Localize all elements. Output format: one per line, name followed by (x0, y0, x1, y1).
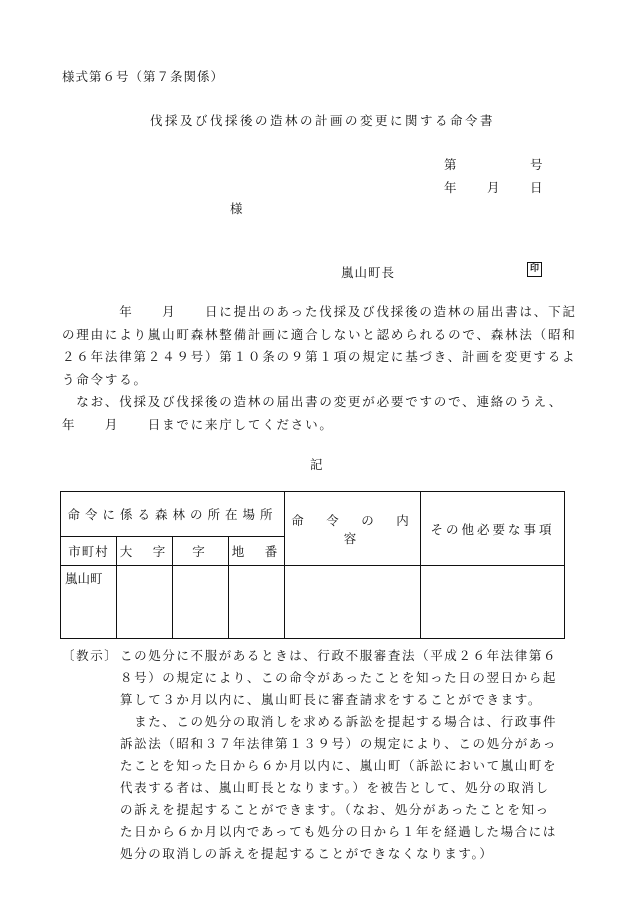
issuer-title: 嵐山町長 (341, 265, 396, 280)
date-day-label: 日 (530, 180, 543, 195)
seal-mark: 印 (527, 262, 542, 277)
cell-aza (173, 566, 229, 639)
notice-label: 〔教示〕 (62, 648, 119, 663)
header-location: 命令に係る森林の所在場所 (61, 492, 285, 537)
header-content: 命 令 の 内 容 (285, 492, 421, 566)
document-title: 伐採及び伐採後の造林の計画の変更に関する命令書 (150, 113, 496, 128)
subheader-aza: 字 (173, 537, 229, 566)
instruction-notice (62, 645, 562, 865)
form-number: 様式第６号（第７条関係） (62, 69, 225, 84)
notice-paragraph-1: この処分に不服があるときは、行政不服審査法（平成２６年法律第６８号）の規定により、この命令があったことを知った日の翌日から起算して３か月以内に、嵐山町長に審査請求をすることができます。 (120, 648, 558, 707)
ki-label: 記 (310, 457, 323, 472)
cell-other (421, 566, 565, 639)
subheader-chiban: 地 番 (229, 537, 285, 566)
date-month-label: 月 (487, 180, 500, 195)
doc-number-prefix: 第 (444, 157, 457, 172)
order-paragraph-1: 年 月 日に提出のあった伐採及び伐採後の造林の届出書は、下記の理由により嵐山町森林整備計画に適合しないと認められるので、森林法（昭和２６年法律第２４９号）第１０条の９第１項の規定に基づき、計画を変更するよう命令する。 (62, 304, 577, 387)
subheader-municipality: 市町村 (61, 537, 117, 566)
cell-municipality: 嵐山町 (61, 566, 117, 639)
doc-number-suffix: 号 (530, 157, 543, 172)
order-paragraph-2: なお、伐採及び伐採後の造林の届出書の変更が必要ですので、連絡のうえ、 年 月 日までに来庁してください。 (62, 394, 586, 432)
addressee-honorific: 様 (230, 201, 243, 216)
forest-location-table (60, 491, 565, 639)
order-body (62, 301, 586, 436)
header-other: その他必要な事項 (421, 492, 565, 566)
cell-content (285, 566, 421, 639)
subheader-oaza: 大 字 (117, 537, 173, 566)
cell-oaza (117, 566, 173, 639)
cell-chiban (229, 566, 285, 639)
date-year-label: 年 (444, 180, 457, 195)
notice-paragraph-2: また、この処分の取消しを求める訴訟を提起する場合は、行政事件訴訟法（昭和３７年法律第１３９号）の規定により、この処分があったことを知った日から６か月以内に、嵐山町（訴訟において嵐山町を代表する者は、嵐山町長となります。）を被告として、処分の取消しの訴えを提起することができます。（なお、処分があったことを知った日から６か月以内であっても処分の日から１年を経過した場合には処分の取消しの訴えを提起することができなくなります。） (120, 714, 558, 861)
